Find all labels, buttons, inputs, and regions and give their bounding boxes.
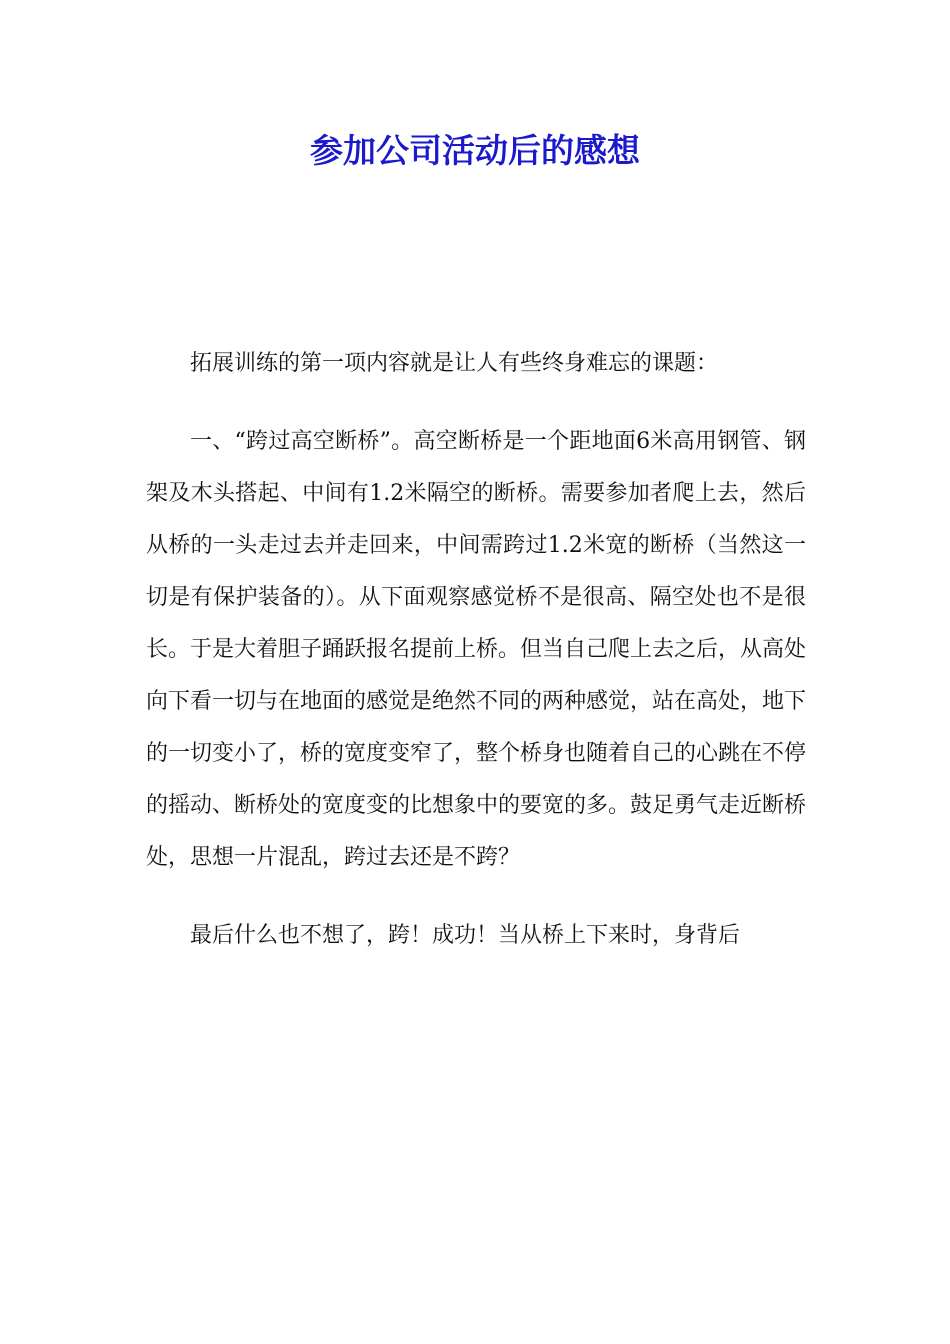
paragraph-broken-bridge: 一、“跨过高空断桥”。高空断桥是一个距地面6米高用钢管、钢架及木头搭起、中间有1.2米隔空的断桥。需要参加者爬上去，然后从桥的一头走过去并走回来，中间需跨过1.2米宽的断桥（当然这一切是有保护装备的）。从下面观察感觉桥不是很高、隔空处也不是很长。于是大着胆子踊跃报名提前上桥。但当自己爬上去之后，从高处向下看一切与在地面的感觉是绝然不同的两种感觉，站在高处，地下的一切变小了，桥的宽度变窄了，整个桥身也随着自己的心跳在不停的摇动、断桥处的宽度变的比想象中的要宽的多。鼓足勇气走近断桥处，思想一片混乱，跨过去还是不跨？ bbox=[146, 429, 807, 870]
document-title: 参加公司活动后的感想 bbox=[310, 131, 640, 170]
document-body bbox=[146, 338, 806, 988]
paragraph-intro: 拓展训练的第一项内容就是让人有些终身难忘的课题： bbox=[190, 351, 719, 376]
paragraph-success: 最后什么也不想了，跨！成功！当从桥上下来时，身背后 bbox=[190, 923, 741, 948]
